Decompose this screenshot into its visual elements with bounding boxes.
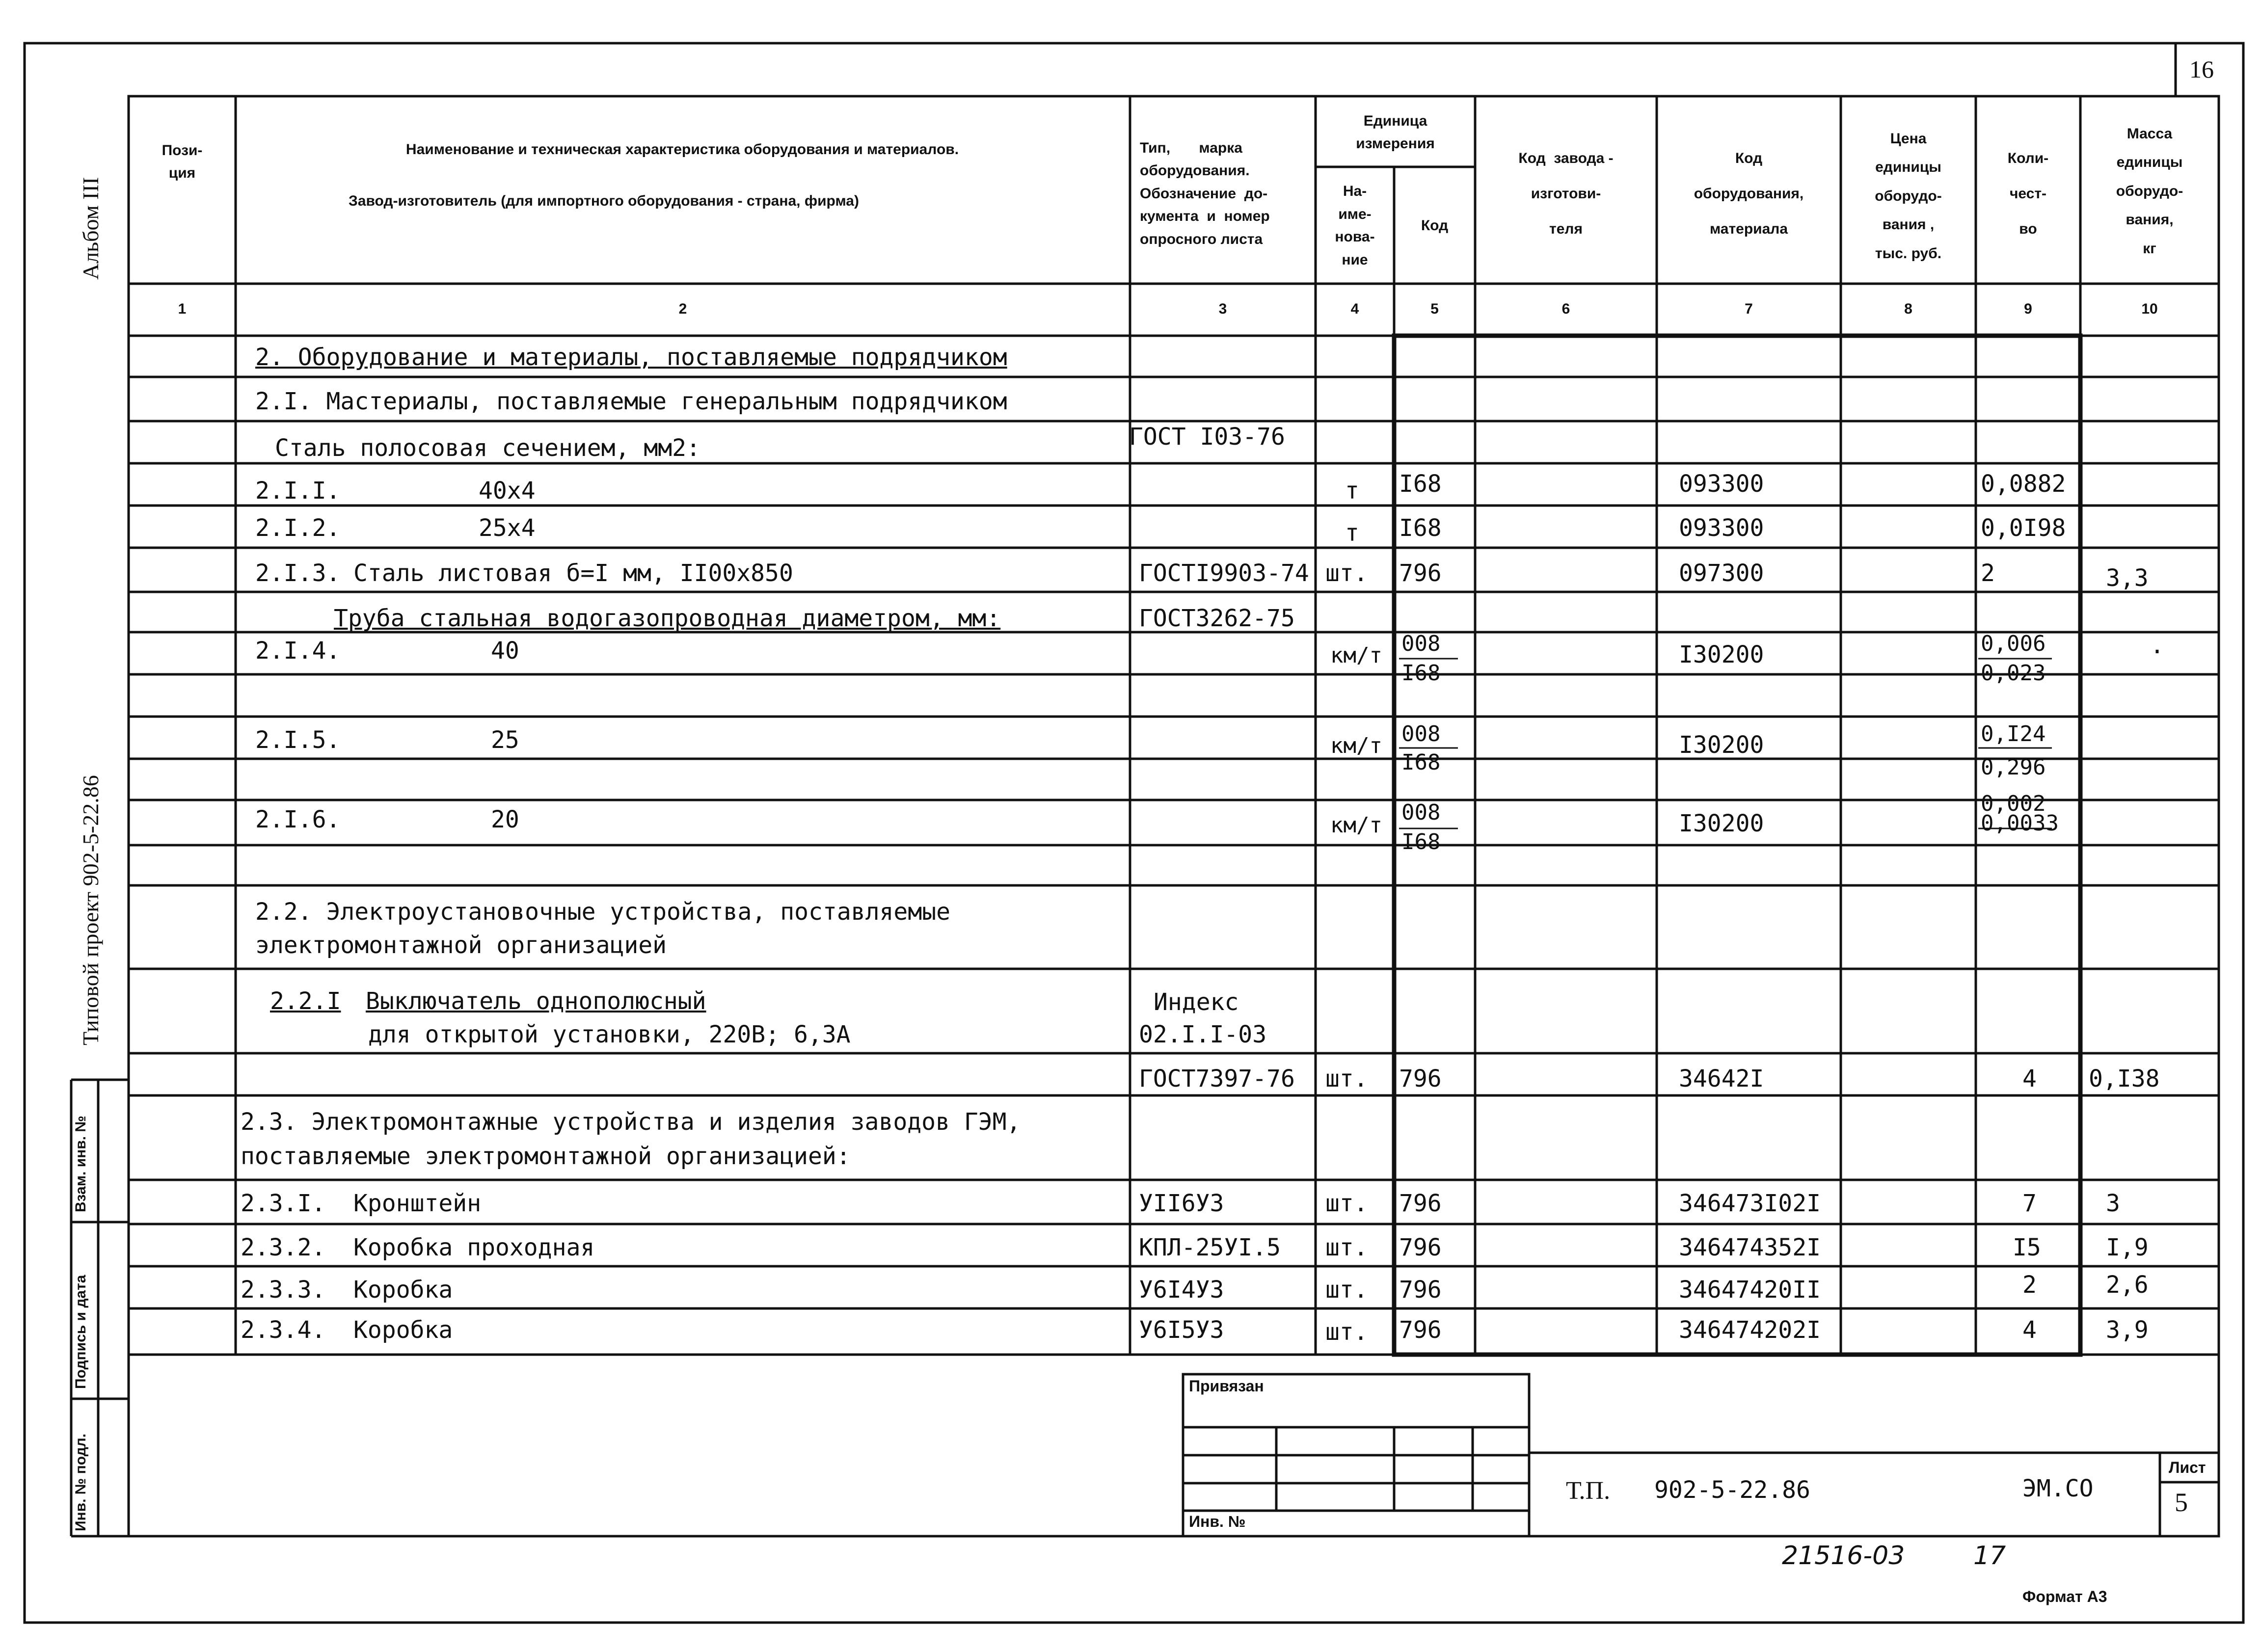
table-row-subsection-title: 2.I. Мастериалы, поставляемые генеральным подрядчиком bbox=[255, 388, 1007, 415]
album-label: Альбом III bbox=[78, 177, 103, 280]
table-row-name: Сталь полосовая сечением, мм2: bbox=[275, 434, 700, 462]
table-row-qty: 0,0I98 bbox=[1981, 514, 2066, 542]
table-row-mass: 2,6 bbox=[2106, 1271, 2149, 1299]
table-row-mass: I,9 bbox=[2106, 1234, 2149, 1261]
table-row-name: Выключатель однополюсный bbox=[366, 987, 706, 1015]
header-material-code: Код оборудования, материала bbox=[1694, 150, 1804, 237]
table-row-qty-lower: 0,296 bbox=[1981, 755, 2046, 780]
title-block-doc-code: ЭМ.СО bbox=[2022, 1475, 2094, 1502]
header-factory-code: Код завода - изготови- теля bbox=[1518, 150, 1614, 237]
table-row-pos: 2.I.6. bbox=[255, 806, 341, 833]
title-block-tp: Т.П. bbox=[1566, 1477, 1611, 1505]
table-row-unit: шт. bbox=[1325, 1190, 1368, 1217]
table-row-qty-lower: 0,0033 bbox=[1981, 811, 2059, 836]
sheet-number: 16 bbox=[2189, 55, 2214, 83]
table-row-type: ГОСТ I03-76 bbox=[1129, 423, 1285, 451]
table-row-type: ГОСТ7397-76 bbox=[1139, 1065, 1295, 1092]
table-row-qty: I5 bbox=[2013, 1234, 2041, 1261]
table-row-unit: т bbox=[1345, 519, 1359, 547]
title-block-inv-no: Инв. № bbox=[1189, 1513, 1246, 1530]
table-row-material-code: I30200 bbox=[1679, 810, 1764, 837]
table-row-section-title-cont: электромонтажной организацией bbox=[255, 932, 667, 959]
table-row-material-code: I30200 bbox=[1679, 731, 1764, 759]
col-number: 3 bbox=[1218, 300, 1227, 317]
table-row-code: 796 bbox=[1399, 560, 1442, 587]
table-row-unit: шт. bbox=[1325, 1234, 1368, 1261]
table-row-qty: 0,I24 bbox=[1981, 721, 2046, 746]
title-block-privyazan: Привязан bbox=[1189, 1377, 1264, 1395]
project-label: Типовой проект 902-5-22.86 bbox=[78, 775, 103, 1045]
table-row-pos: 2.I.I. bbox=[255, 477, 341, 505]
table-row-unit: км/т bbox=[1330, 813, 1382, 838]
table-row-code: 796 bbox=[1399, 1065, 1442, 1092]
table-row-unit: шт. bbox=[1325, 1318, 1368, 1346]
handwritten-order-number: 21516-03 bbox=[1782, 1541, 1905, 1571]
col-number: 8 bbox=[1904, 300, 1912, 317]
table-row-type-cont: 02.I.I-03 bbox=[1139, 1021, 1267, 1048]
table-row-code: 008 bbox=[1401, 721, 1441, 746]
header-position: Пози- ция bbox=[162, 142, 203, 181]
table-row-code: 796 bbox=[1399, 1316, 1442, 1344]
table-row-qty: 4 bbox=[2022, 1065, 2037, 1092]
table-row-qty-lower: 0,023 bbox=[1981, 661, 2046, 686]
table-row-qty: 2 bbox=[1981, 560, 1995, 587]
header-type: Тип, марка оборудования. Обозначение до- кумента и номер опросного листа bbox=[1140, 139, 1270, 247]
table-row-unit: шт. bbox=[1325, 560, 1368, 587]
table-row-unit: шт. bbox=[1325, 1276, 1368, 1304]
table-row-pos: 2.I.4. bbox=[255, 637, 341, 665]
table-row-pos: 2.I.5. bbox=[255, 726, 341, 754]
table-row-type: Индекс bbox=[1154, 988, 1239, 1016]
table-row-name: Кронштейн bbox=[353, 1190, 482, 1217]
col-number: 9 bbox=[2024, 300, 2032, 317]
table-row-section-title-cont: поставляемые электромонтажной организацией: bbox=[241, 1143, 851, 1170]
table-row-material-code: I30200 bbox=[1679, 641, 1764, 668]
table-row-material-code: 346474352I bbox=[1679, 1234, 1821, 1261]
table-row-code: 008 bbox=[1401, 631, 1441, 656]
col-number: 5 bbox=[1430, 300, 1439, 317]
table-row-mass: 3,3 bbox=[2106, 564, 2149, 592]
table-row-code: 796 bbox=[1399, 1234, 1442, 1261]
table-row-qty: 7 bbox=[2022, 1190, 2037, 1217]
table-row-type: КПЛ-25УI.5 bbox=[1139, 1234, 1281, 1261]
header-unit-code: Код bbox=[1421, 217, 1449, 234]
table-row-name: 25x4 bbox=[479, 514, 536, 542]
table-row-name: Сталь листовая б=I мм, II00x850 bbox=[353, 560, 793, 587]
table-row-qty: 0,0882 bbox=[1981, 470, 2066, 498]
table-row-name: 20 bbox=[491, 806, 519, 833]
handwritten-number: 17 bbox=[1973, 1541, 2006, 1571]
table-row-type: УII6У3 bbox=[1139, 1190, 1224, 1217]
header-mass: Масса единицы оборудо- вания, кг bbox=[2116, 125, 2183, 257]
table-row-name-cont: для открытой установки, 220В; 6,3А bbox=[368, 1021, 851, 1048]
table-row-name: 40x4 bbox=[479, 477, 536, 505]
table-row-section-title: 2.3. Электромонтажные устройства и изделия заводов ГЭМ, bbox=[241, 1108, 1021, 1136]
table-row-name: 40 bbox=[491, 637, 519, 665]
table-row-material-code: 093300 bbox=[1679, 470, 1764, 498]
col-number: 1 bbox=[178, 300, 187, 317]
table-row-qty: 0,002 bbox=[1981, 791, 2046, 816]
stamp-vzam: Взам. инв. № bbox=[73, 1116, 89, 1212]
table-row-pos: 2.2.I bbox=[270, 987, 341, 1015]
title-block-list-number: 5 bbox=[2175, 1488, 2188, 1517]
table-row-code: 796 bbox=[1399, 1190, 1442, 1217]
table-row-unit: км/т bbox=[1330, 643, 1382, 668]
title-block-project-code: 902-5-22.86 bbox=[1654, 1476, 1810, 1504]
table-row-pos: 2.3.2. bbox=[241, 1234, 326, 1261]
table-row-unit: км/т bbox=[1330, 733, 1382, 758]
header-unit-name: На- име- нова- ние bbox=[1335, 183, 1375, 268]
col-number: 2 bbox=[678, 300, 687, 317]
format-label: Формат А3 bbox=[2022, 1588, 2107, 1605]
table-row-material-code: 346474202I bbox=[1679, 1316, 1821, 1344]
stamp-podpis: Подпись и дата bbox=[73, 1275, 89, 1389]
table-row-name: Коробка bbox=[353, 1276, 453, 1304]
table-row-section-title: 2. Оборудование и материалы, поставляемые подрядчиком bbox=[255, 344, 1007, 371]
table-row-name: Коробка bbox=[353, 1316, 453, 1344]
table-row-type: У6I5У3 bbox=[1139, 1316, 1224, 1344]
table-row-code: I68 bbox=[1399, 470, 1442, 498]
table-row-qty: 0,006 bbox=[1981, 631, 2046, 656]
table-row-pos: 2.I.2. bbox=[255, 514, 341, 542]
table-row-section-title: 2.2. Электроустановочные устройства, поставляемые bbox=[255, 898, 951, 926]
table-row-mass: 3 bbox=[2106, 1190, 2120, 1217]
table-row-code-lower: I68 bbox=[1401, 829, 1441, 854]
table-row-mass: · bbox=[2150, 638, 2164, 666]
table-row-material-code: 34647420II bbox=[1679, 1276, 1821, 1304]
table-row-name: Коробка проходная bbox=[353, 1234, 595, 1261]
table-row-type: У6I4У3 bbox=[1139, 1276, 1224, 1304]
header-unit-group: Единица измерения bbox=[1356, 112, 1435, 152]
stamp-inv-podl: Инв. № подл. bbox=[73, 1433, 89, 1531]
table-row-name: 25 bbox=[491, 726, 519, 754]
table-row-name: Труба стальная водогазопроводная диаметром, мм: bbox=[334, 605, 1001, 632]
table-row-code: I68 bbox=[1399, 514, 1442, 542]
table-row-type: ГОСТ3262-75 bbox=[1139, 605, 1295, 632]
table-row-qty: 2 bbox=[2022, 1271, 2037, 1299]
header-price: Цена единицы оборудо- вания , тыс. руб. bbox=[1875, 130, 1942, 262]
table-row-type: ГОСТI9903-74 bbox=[1139, 560, 1309, 587]
title-block-list-label: Лист bbox=[2169, 1459, 2206, 1476]
header-name-line2: Завод-изготовитель (для импортного оборудования - страна, фирма) bbox=[349, 192, 859, 209]
table-row-material-code: 34642I bbox=[1679, 1065, 1764, 1092]
table-row-material-code: 093300 bbox=[1679, 514, 1764, 542]
col-number: 4 bbox=[1350, 300, 1359, 317]
table-row-qty: 4 bbox=[2022, 1316, 2037, 1344]
table-row-code: 008 bbox=[1401, 800, 1441, 825]
col-number: 10 bbox=[2141, 300, 2158, 317]
table-row-mass: 3,9 bbox=[2106, 1316, 2149, 1344]
header-quantity: Коли- чест- во bbox=[2007, 150, 2049, 237]
table-row-mass: 0,I38 bbox=[2089, 1065, 2160, 1092]
table-row-pos: 2.3.3. bbox=[241, 1276, 326, 1304]
table-row-pos: 2.3.4. bbox=[241, 1316, 326, 1344]
col-number: 6 bbox=[1561, 300, 1570, 317]
table-row-code-lower: I68 bbox=[1401, 661, 1441, 686]
header-name-line1: Наименование и техническая характеристика оборудования и материалов. bbox=[405, 141, 959, 158]
table-row-code-lower: I68 bbox=[1401, 750, 1441, 775]
table-row-code: 796 bbox=[1399, 1276, 1442, 1304]
table-row-pos: 2.I.3. bbox=[255, 560, 341, 587]
table-row-material-code: 346473I02I bbox=[1679, 1190, 1821, 1217]
table-row-unit: т bbox=[1345, 477, 1359, 505]
col-number: 7 bbox=[1745, 300, 1753, 317]
table-row-pos: 2.3.I. bbox=[241, 1190, 326, 1217]
table-row-unit: шт. bbox=[1325, 1065, 1368, 1092]
table-row-material-code: 097300 bbox=[1679, 560, 1764, 587]
